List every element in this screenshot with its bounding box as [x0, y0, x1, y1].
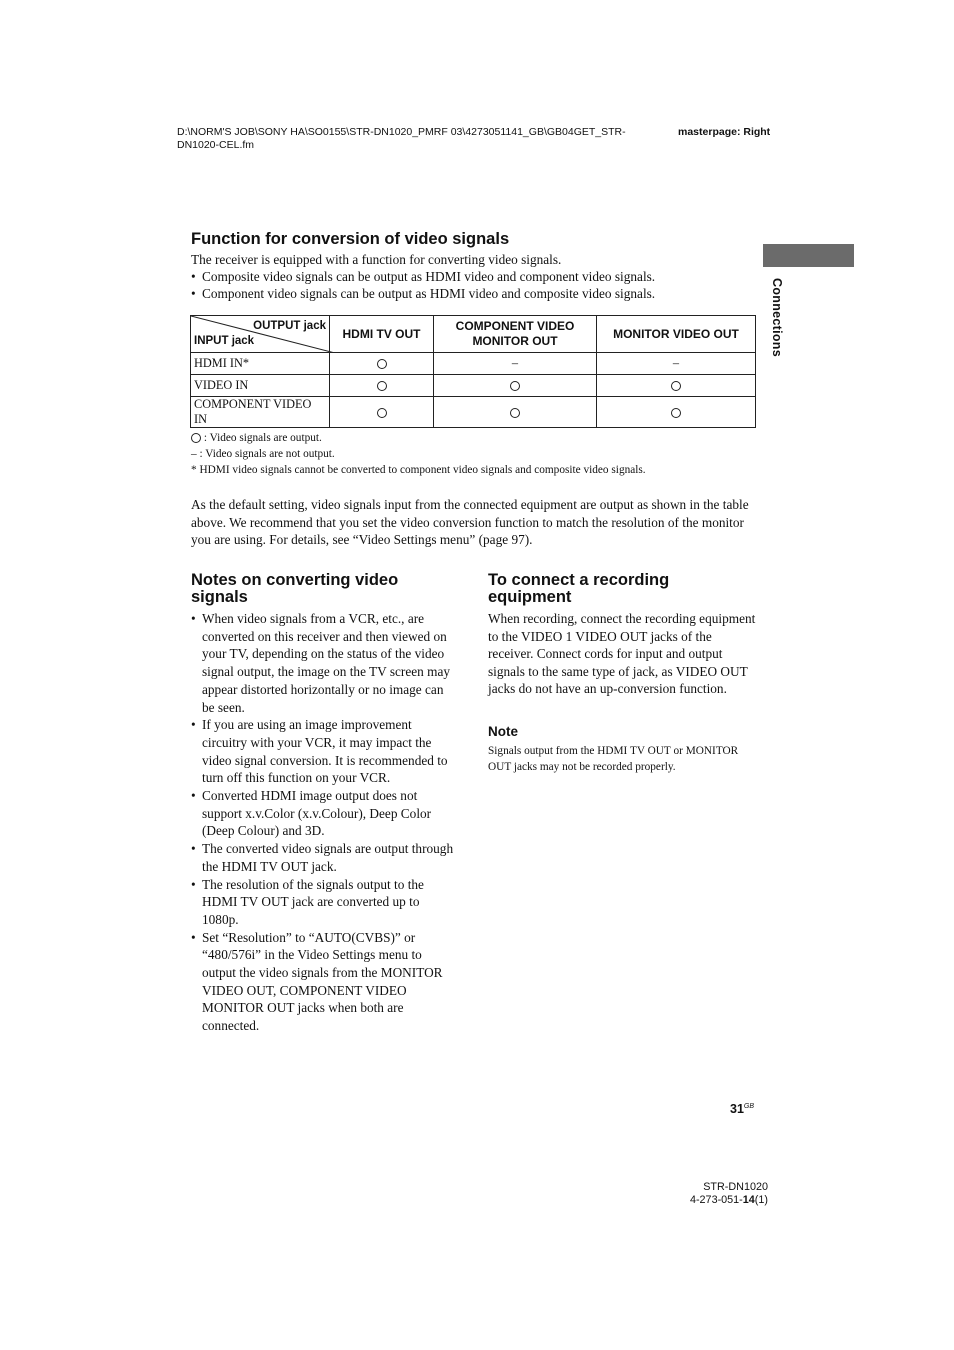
conversion-intro: [191, 251, 761, 302]
legend-footnote: * HDMI video signals cannot be converted to component video signals and composite video signals.: [191, 464, 646, 476]
side-section-label: Connections: [770, 278, 784, 357]
note-title: Note: [488, 724, 518, 739]
table-row: [191, 353, 756, 375]
diagonal-header-cell: [191, 316, 330, 353]
document-code: [686, 1194, 768, 1207]
code-suffix: (1): [754, 1194, 768, 1206]
intro-bullet: • Component video signals can be output as HDMI video and composite video signals.: [191, 285, 761, 302]
list-item: • Set “Resolution” to “AUTO(CVBS)” or “480/576i” in the Video Settings menu to output the video signals from the MONITOR VIDEO OUT, COMPONENT VIDEO MONITOR OUT jacks when both are connected.: [191, 929, 457, 1035]
intro-bullet: • Composite video signals can be output as HDMI video and component video signals.: [191, 268, 761, 285]
circle-icon: [377, 359, 387, 369]
legend-not-output: – : Video signals are not output.: [191, 448, 335, 460]
output-cell: [434, 375, 597, 397]
note-body: Signals output from the HDMI TV OUT or MONITOR OUT jacks may not be recorded properly.: [488, 745, 739, 773]
output-cell: [434, 397, 597, 428]
list-item: • The converted video signals are output through the HDMI TV OUT jack.: [191, 840, 457, 875]
code-revision: 14: [742, 1194, 755, 1206]
column-header: COMPONENT VIDEO MONITOR OUT: [434, 316, 597, 353]
section-title-notes: Notes on converting video signals: [191, 571, 399, 606]
circle-icon: [510, 381, 520, 391]
legend-output: [191, 430, 761, 446]
intro-text: The receiver is equipped with a function for converting video signals.: [191, 252, 562, 267]
default-setting-paragraph: As the default setting, video signals input from the connected equipment are output as shown in the table above. We recommend that you set the video conversion function to match the resolution of the monitor you are using. For details, see “Video Settings menu” (page 97).: [191, 497, 749, 548]
notes-list: [191, 610, 457, 1035]
page-number-suffix: GB: [743, 1102, 755, 1110]
circle-icon: [671, 381, 681, 391]
output-cell: [330, 353, 434, 375]
file-path-header: D:\NORM'S JOB\SONY HA\SO0155\STR-DN1020_PMRF 03\4273051141_GB\GB04GET_STR-DN1020-CEL.fm: [177, 126, 626, 151]
output-cell: –: [434, 353, 597, 375]
model-code: [686, 1181, 768, 1207]
output-jack-label: OUTPUT jack: [253, 320, 326, 332]
row-label: VIDEO IN: [191, 375, 330, 397]
table-row: [191, 375, 756, 397]
legend-output-text: : Video signals are output.: [203, 432, 322, 444]
output-cell: [330, 375, 434, 397]
circle-icon: [671, 408, 681, 418]
conversion-table: [190, 315, 756, 428]
output-cell: [597, 397, 756, 428]
circle-icon: [191, 433, 201, 443]
input-jack-label: INPUT jack: [194, 335, 255, 347]
list-item: • Converted HDMI image output does not support x.v.Color (x.v.Colour), Deep Color (Deep Colour) and 3D.: [191, 787, 457, 840]
section-title-conversion: Function for conversion of video signals: [191, 230, 510, 248]
table-header-row: [191, 316, 756, 353]
page-number-value: 31: [730, 1102, 744, 1116]
code-prefix: 4-273-051-: [689, 1194, 743, 1206]
section-title-recording: To connect a recording equipment: [488, 571, 670, 606]
column-header: HDMI TV OUT: [330, 316, 434, 353]
output-cell: –: [597, 353, 756, 375]
model-name: STR-DN1020: [703, 1181, 768, 1193]
output-cell: [330, 397, 434, 428]
output-cell: [597, 375, 756, 397]
list-item: • The resolution of the signals output to the HDMI TV OUT jack are converted up to 1080p.: [191, 876, 457, 929]
list-item: • When video signals from a VCR, etc., are converted on this receiver and then viewed on your TV, depending on the status of the video signal output, the image on the TV screen may appear distorted horizontally or no image can be seen.: [191, 610, 457, 716]
row-label: COMPONENT VIDEO IN: [191, 397, 330, 428]
list-item: • If you are using an image improvement circuitry with your VCR, it may impact the video signal conversion. It is recommended to turn off this function on your VCR.: [191, 716, 457, 787]
section-tab-marker: [763, 244, 854, 267]
circle-icon: [510, 408, 520, 418]
recording-body: When recording, connect the recording equipment to the VIDEO 1 VIDEO OUT jacks of the receiver. Connect cords for input and output signals to the same type of jack, as VIDEO OUT jacks do not have an up-conversion function.: [488, 611, 756, 697]
table-row: [191, 397, 756, 428]
table-legend: [191, 430, 761, 478]
circle-icon: [377, 408, 387, 418]
circle-icon: [377, 381, 387, 391]
column-header: MONITOR VIDEO OUT: [597, 316, 756, 353]
masterpage-label: masterpage: Right: [678, 126, 771, 138]
page-number: [730, 1102, 754, 1116]
row-label: HDMI IN*: [191, 353, 330, 375]
